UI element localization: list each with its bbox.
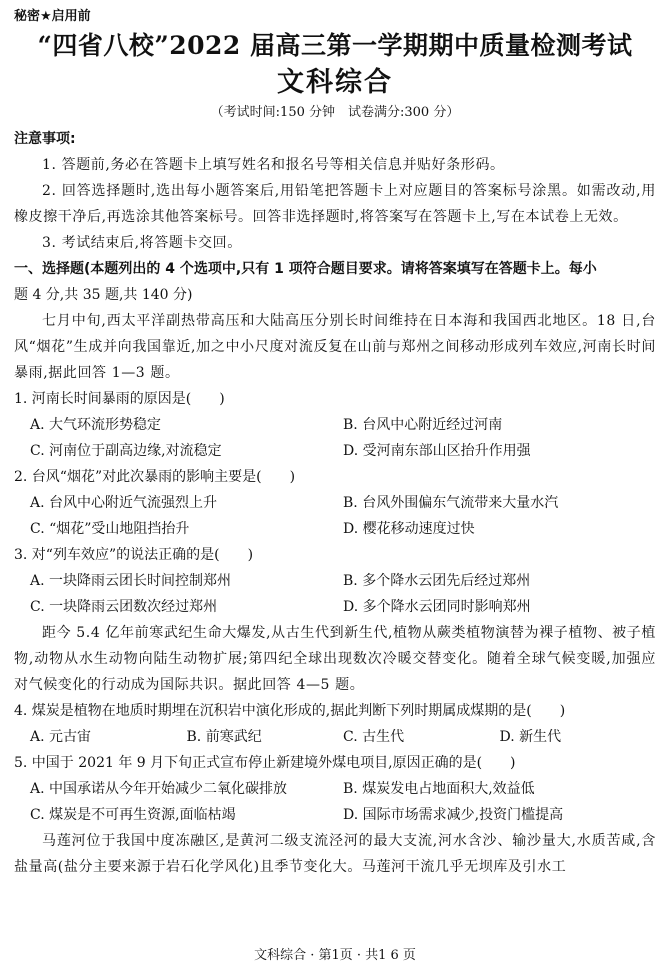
option-list <box>14 412 656 464</box>
question-2 <box>14 464 656 542</box>
question-4 <box>14 698 656 750</box>
notice-heading: 注意事项: <box>14 131 76 147</box>
option-b: B. 煤炭发电占地面积大,效益低 <box>343 781 535 797</box>
option-d: D. 受河南东部山区抬升作用强 <box>343 443 531 459</box>
option-a: A. 大气环流形势稳定 <box>30 417 162 433</box>
question-stem: 3. 对“列车效应”的说法正确的是( ) <box>14 547 254 563</box>
option-c: C. 河南位于副高边缘,对流稳定 <box>30 443 222 459</box>
notice-item: 3. 考试结束后,将答题卡交回。 <box>42 235 242 251</box>
option-a: A. 中国承诺从今年开始减少二氧化碳排放 <box>30 781 288 797</box>
option-a: A. 元古宙 <box>30 729 92 745</box>
option-a: A. 台风中心附近气流强烈上升 <box>30 495 218 511</box>
option-b: B. 前寒武纪 <box>186 729 262 745</box>
notice-item: 1. 答题前,务必在答题卡上填写姓名和报名号等相关信息并贴好条形码。 <box>42 157 505 173</box>
exam-title: “四省八校”2022 届高三第一学期期中质量检测考试 <box>37 31 633 60</box>
option-c: C. 一块降雨云团数次经过郑州 <box>30 599 218 615</box>
question-stem: 1. 河南长时间暴雨的原因是( ) <box>14 391 225 407</box>
question-3 <box>14 542 656 620</box>
option-list <box>14 724 656 750</box>
option-b: B. 台风外围偏东气流带来大量水汽 <box>343 495 559 511</box>
option-list <box>14 490 656 542</box>
notice-item: 2. 回答选择题时,选出每小题答案后,用铅笔把答题卡上对应题目的答案标号涂黑。如需改动,用橡皮擦干净后,再选涂其他答案标号。回答非选择题时,将答案写在答题卡上,写在本试卷上无效。 <box>14 183 656 225</box>
question-5 <box>14 750 656 828</box>
question-1 <box>14 386 656 464</box>
option-d: D. 新生代 <box>499 729 562 745</box>
option-list <box>14 776 656 828</box>
material-passage: 马莲河位于我国中度冻融区,是黄河二级支流泾河的最大支流,河水含沙、输沙量大,水质苦咸,含盐量高(盐分主要来源于岩石化学风化)且季节变化大。马莲河干流几乎无坝库及引水工 <box>14 833 656 875</box>
page-footer: 文科综合 · 第1页 · 共1 6 页 <box>254 948 416 963</box>
option-a: A. 一块降雨云团长时间控制郑州 <box>30 573 232 589</box>
question-stem: 4. 煤炭是植物在地质时期埋在沉积岩中演化形成的,据此判断下列时期属成煤期的是( ) <box>14 703 566 719</box>
section-heading-cont: 题 4 分,共 35 题,共 140 分) <box>14 287 193 303</box>
option-list <box>14 568 656 620</box>
option-c: C. 煤炭是不可再生资源,面临枯竭 <box>30 807 236 823</box>
option-c: C. 古生代 <box>343 729 405 745</box>
section-heading: 一、选择题(本题列出的 4 个选项中,只有 1 项符合题目要求。请将答案填写在答题卡上。每小 <box>14 261 597 277</box>
option-b: B. 多个降水云团先后经过郑州 <box>343 573 531 589</box>
question-stem: 2. 台风“烟花”对此次暴雨的影响主要是( ) <box>14 469 296 485</box>
material-passage: 距今 5.4 亿年前寒武纪生命大爆发,从古生代到新生代,植物从蕨类植物演替为裸子植物、被子植物,动物从水生动物向陆生动物扩展;第四纪全球出现数次冷暖交替变化。随着全球气候变暖,加强应对气候变化的行动成为国际共识。据此回答 4—5 题。 <box>14 625 656 693</box>
exam-subject: 文科综合 <box>277 67 393 98</box>
option-d: D. 国际市场需求减少,投资门槛提高 <box>343 807 564 823</box>
question-stem: 5. 中国于 2021 年 9 月下旬正式宣布停止新建境外煤电项目,原因正确的是( ) <box>14 755 516 771</box>
option-d: D. 多个降水云团同时影响郑州 <box>343 599 531 615</box>
option-b: B. 台风中心附近经过河南 <box>343 417 503 433</box>
exam-info: （考试时间:150 分钟 试卷满分:300 分） <box>210 105 460 120</box>
option-d: D. 樱花移动速度过快 <box>343 521 475 537</box>
confidential-mark: 秘密★启用前 <box>14 9 91 24</box>
option-c: C. “烟花”受山地阻挡抬升 <box>30 521 190 537</box>
material-passage: 七月中旬,西太平洋副热带高压和大陆高压分别长时间维持在日本海和我国西北地区。18 日,台风“烟花”生成并向我国靠近,加之中小尺度对流反复在山前与郑州之间移动形成列车效应,河南长时间暴雨,据此回答 1—3 题。 <box>14 313 656 381</box>
